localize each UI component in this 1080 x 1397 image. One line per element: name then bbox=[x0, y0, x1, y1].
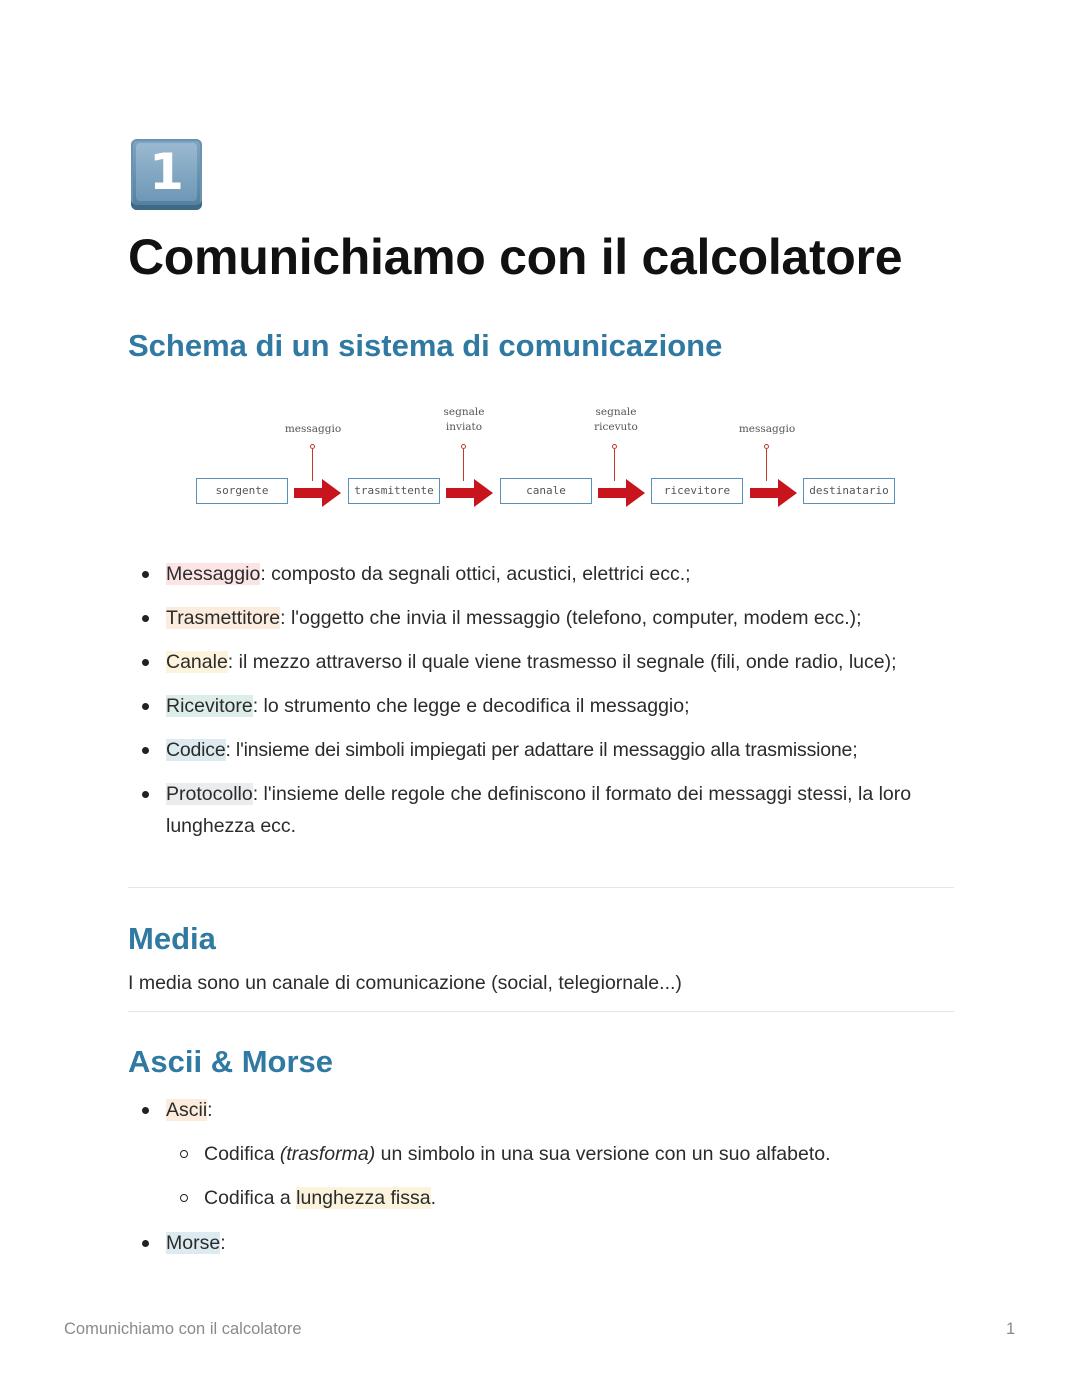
list-item bbox=[128, 602, 954, 634]
diagram-stem bbox=[463, 449, 464, 481]
term-highlight: Ricevitore bbox=[166, 695, 253, 717]
media-paragraph: I media sono un canale di comunicazione (social, telegiornale...) bbox=[128, 972, 682, 994]
list-item-text: : il mezzo attraverso il quale viene trasmesso il segnale (fili, onde radio, luce); bbox=[227, 651, 897, 673]
diagram-stem bbox=[766, 449, 767, 481]
list-item bbox=[128, 1094, 954, 1214]
list-item bbox=[128, 1227, 954, 1259]
divider bbox=[128, 1011, 954, 1012]
ascii-morse-list bbox=[128, 1094, 954, 1259]
diagram-label-segnale-inviato: segnale inviato bbox=[443, 406, 485, 433]
sublist-item bbox=[166, 1182, 954, 1214]
page-title: Comunichiamo con il calcolatore bbox=[128, 229, 903, 285]
diagram-stem bbox=[312, 449, 313, 481]
term-highlight: Codice bbox=[166, 739, 226, 761]
term-highlight: Trasmettitore bbox=[166, 607, 281, 629]
list-item-text: : l'insieme delle regole che definiscono il formato dei messaggi stessi, la loro lunghezza ecc. bbox=[166, 783, 912, 837]
list-item-text: : composto da segnali ottici, acustici, elettrici ecc.; bbox=[260, 563, 691, 585]
sublist-text: un simbolo in una sua versione con un suo alfabeto. bbox=[375, 1143, 831, 1165]
list-item bbox=[128, 778, 954, 842]
sublist-text: Codifica bbox=[204, 1143, 280, 1165]
term-highlight: Ascii bbox=[166, 1099, 208, 1121]
list-item bbox=[128, 646, 954, 678]
term-highlight: lunghezza fissa bbox=[296, 1187, 431, 1209]
term-highlight: Canale bbox=[166, 651, 228, 673]
divider bbox=[128, 887, 954, 888]
term-highlight: Morse bbox=[166, 1232, 221, 1254]
list-item-text: : l'insieme dei simboli impiegati per adattare il messaggio alla trasmissione; bbox=[225, 739, 858, 761]
keycap-1-icon bbox=[131, 139, 202, 210]
sublist-item bbox=[166, 1138, 954, 1170]
term-highlight: Messaggio bbox=[166, 563, 261, 585]
diagram-label-messaggio-2: messaggio bbox=[738, 423, 796, 435]
list-item-text: : bbox=[220, 1232, 226, 1254]
arrow-icon bbox=[444, 478, 494, 508]
list-item bbox=[128, 734, 954, 766]
ascii-sublist bbox=[166, 1138, 954, 1214]
footer-title: Comunichiamo con il calcolatore bbox=[64, 1320, 302, 1338]
diagram-label-messaggio: messaggio bbox=[284, 423, 342, 435]
diagram-box-sorgente: sorgente bbox=[196, 478, 288, 504]
sublist-text: Codifica a bbox=[204, 1187, 297, 1209]
term-highlight: Protocollo bbox=[166, 783, 253, 805]
sublist-emphasis: (trasforma) bbox=[279, 1143, 376, 1165]
list-item-text: : l'oggetto che invia il messaggio (telefono, computer, modem ecc.); bbox=[280, 607, 862, 629]
arrow-icon bbox=[596, 478, 646, 508]
list-item-text: : lo strumento che legge e decodifica il messaggio; bbox=[252, 695, 690, 717]
keycap-digit: 1 bbox=[136, 143, 197, 201]
section-heading-schema: Schema di un sistema di comunicazione bbox=[128, 328, 723, 363]
list-item bbox=[128, 558, 954, 590]
diagram-label-segnale-ricevuto: segnale ricevuto bbox=[594, 406, 638, 433]
diagram-box-trasmittente: trasmittente bbox=[348, 478, 440, 504]
list-item bbox=[128, 690, 954, 722]
arrow-icon bbox=[748, 478, 798, 508]
arrow-icon bbox=[292, 478, 342, 508]
diagram-box-ricevitore: ricevitore bbox=[651, 478, 743, 504]
diagram-stem bbox=[614, 449, 615, 481]
section-heading-ascii-morse: Ascii & Morse bbox=[128, 1044, 334, 1079]
definitions-list bbox=[128, 558, 954, 842]
sublist-text: . bbox=[430, 1187, 436, 1209]
communication-diagram bbox=[193, 400, 903, 512]
list-item-text: : bbox=[207, 1099, 213, 1121]
diagram-box-destinatario: destinatario bbox=[803, 478, 895, 504]
diagram-box-canale: canale bbox=[500, 478, 592, 504]
section-heading-media: Media bbox=[128, 921, 216, 956]
page-number: 1 bbox=[1006, 1320, 1016, 1338]
